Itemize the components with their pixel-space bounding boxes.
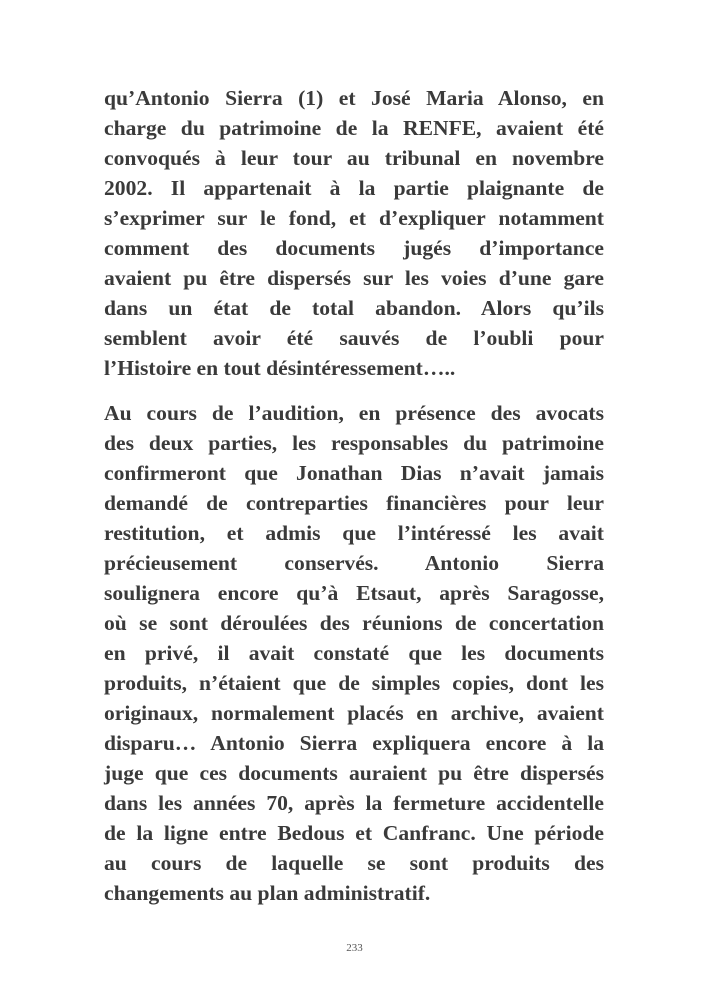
text-line: au cours de laquelle se sont produits des (104, 851, 604, 875)
text-line: des deux parties, les responsables du patrimoine (104, 431, 604, 455)
text-line: de la ligne entre Bedous et Canfranc. Une période (104, 821, 604, 845)
text-line: s’exprimer sur le fond, et d’expliquer notamment (104, 206, 604, 230)
paragraph-spacer (104, 383, 604, 398)
paragraph-2 (104, 398, 604, 908)
text-line: juge que ces documents auraient pu être dispersés (104, 761, 604, 785)
text-line: en privé, il avait constaté que les documents (104, 641, 604, 665)
text-line: où se sont déroulées des réunions de concertation (104, 611, 604, 635)
text-line: produits, n’étaient que de simples copies, dont les (104, 671, 604, 695)
text-line: demandé de contreparties financières pour leur (104, 491, 604, 515)
text-line: convoqués à leur tour au tribunal en novembre (104, 146, 604, 170)
text-line: qu’Antonio Sierra (1) et José Maria Alonso, en (104, 86, 604, 110)
text-line: dans un état de total abandon. Alors qu’ils (104, 296, 604, 320)
text-line: soulignera encore qu’à Etsaut, après Saragosse, (104, 581, 604, 605)
paragraph-1 (104, 83, 604, 383)
page-number: 233 (346, 942, 363, 954)
text-line: comment des documents jugés d’importance (104, 236, 604, 260)
text-line: 2002. Il appartenait à la partie plaignante de (104, 176, 604, 200)
text-line: Au cours de l’audition, en présence des avocats (104, 401, 604, 425)
body-text (104, 83, 604, 908)
text-line: originaux, normalement placés en archive, avaient (104, 701, 604, 725)
text-line: restitution, et admis que l’intéressé les avait (104, 521, 604, 545)
text-line: disparu… Antonio Sierra expliquera encore à la (104, 731, 604, 755)
text-line: avaient pu être dispersés sur les voies d’une gare (104, 266, 604, 290)
text-line: changements au plan administratif. (104, 881, 431, 905)
text-line: l’Histoire en tout désintéressement….. (104, 356, 456, 380)
text-line: confirmeront que Jonathan Dias n’avait jamais (104, 461, 604, 485)
text-line: charge du patrimoine de la RENFE, avaient été (104, 116, 604, 140)
text-line: dans les années 70, après la fermeture accidentelle (104, 791, 604, 815)
text-line: précieusement conservés. Antonio Sierra (104, 551, 604, 575)
text-line: semblent avoir été sauvés de l’oubli pour (104, 326, 604, 350)
